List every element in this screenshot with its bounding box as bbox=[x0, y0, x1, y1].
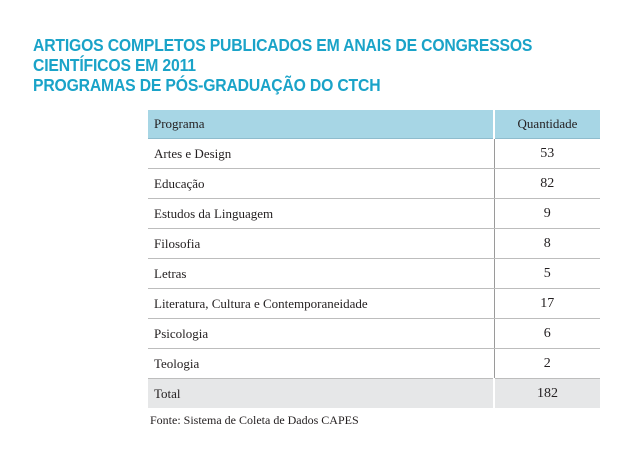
cell-programa: Educação bbox=[148, 169, 494, 199]
table-row bbox=[148, 229, 600, 259]
column-header-quantidade: Quantidade bbox=[494, 110, 600, 139]
table-header bbox=[148, 110, 600, 139]
table-row bbox=[148, 289, 600, 319]
cell-programa: Estudos da Linguagem bbox=[148, 199, 494, 229]
column-header-programa: Programa bbox=[148, 110, 494, 139]
title-line-2: CIENTÍFICOS EM 2011 bbox=[33, 55, 196, 75]
page-title bbox=[33, 35, 623, 95]
cell-quantidade: 53 bbox=[494, 139, 600, 169]
table-row bbox=[148, 349, 600, 379]
title-line-1: ARTIGOS COMPLETOS PUBLICADOS EM ANAIS DE CONGRESSOS bbox=[33, 35, 533, 55]
cell-quantidade: 82 bbox=[494, 169, 600, 199]
table-row bbox=[148, 319, 600, 349]
total-label: Total bbox=[148, 379, 494, 409]
cell-quantidade: 9 bbox=[494, 199, 600, 229]
source-note: Fonte: Sistema de Coleta de Dados CAPES bbox=[150, 413, 359, 427]
total-value: 182 bbox=[494, 379, 600, 409]
cell-programa: Filosofia bbox=[148, 229, 494, 259]
table-row bbox=[148, 139, 600, 169]
cell-quantidade: 5 bbox=[494, 259, 600, 289]
data-table bbox=[148, 110, 600, 408]
title-line-3: PROGRAMAS DE PÓS-GRADUAÇÃO DO CTCH bbox=[33, 75, 381, 95]
table-body bbox=[148, 139, 600, 409]
table-row bbox=[148, 169, 600, 199]
table-row bbox=[148, 199, 600, 229]
cell-programa: Literatura, Cultura e Contemporaneidade bbox=[148, 289, 494, 319]
table-row bbox=[148, 259, 600, 289]
total-row bbox=[148, 379, 600, 409]
cell-programa: Artes e Design bbox=[148, 139, 494, 169]
cell-programa: Psicologia bbox=[148, 319, 494, 349]
header-row bbox=[148, 110, 600, 139]
cell-programa: Letras bbox=[148, 259, 494, 289]
cell-quantidade: 8 bbox=[494, 229, 600, 259]
cell-programa: Teologia bbox=[148, 349, 494, 379]
cell-quantidade: 17 bbox=[494, 289, 600, 319]
cell-quantidade: 6 bbox=[494, 319, 600, 349]
cell-quantidade: 2 bbox=[494, 349, 600, 379]
